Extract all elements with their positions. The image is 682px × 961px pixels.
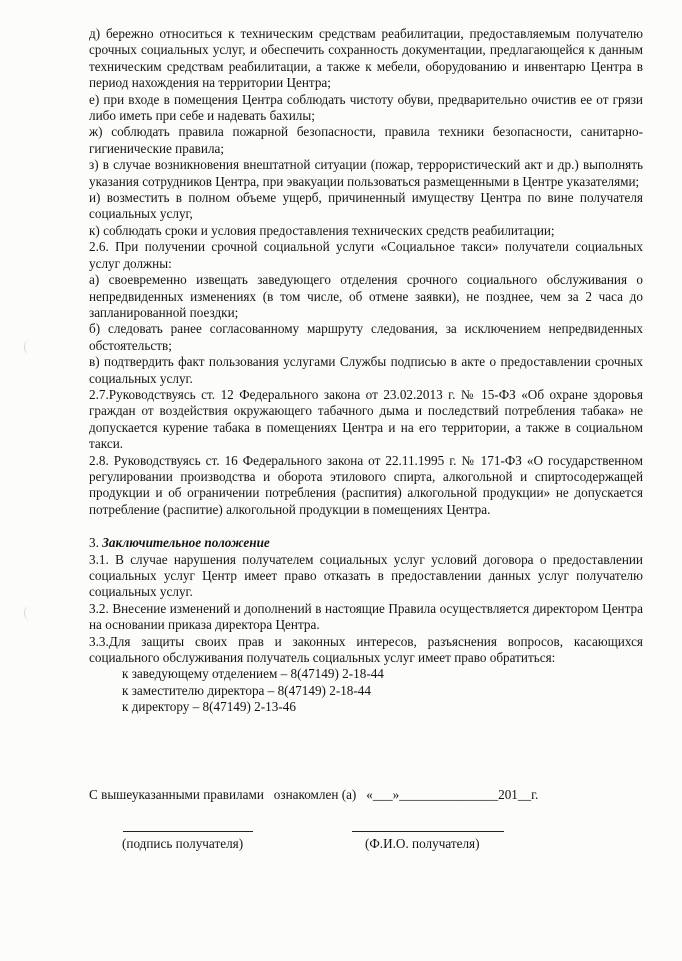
paragraph-a: а) своевременно извещать заведующего отделения срочного социального обслуживания о непредвиденных изменениях (в том числе, об отмене заявки), не позднее, чем за 2 часа до запланированной поездки; [89,272,643,320]
punch-hole-mark [24,340,34,354]
paragraph-k: к) соблюдать сроки и условия предоставления технических средств реабилитации; [89,222,555,238]
section-3-heading [89,535,643,551]
paragraph-e: е) при входе в помещения Центра соблюдать чистоту обуви, предварительно очистив ее от грязи либо иметь при себе и надевать бахилы; [89,91,643,124]
paragraph-z: з) в случае возникновения внештатной ситуации (пожар, террористический акт и др.) выполнять указания сотрудников Центра, при эвакуации пользоваться размещенными в Центре указателями; [89,157,643,189]
acknowledgement-line: С вышеуказанными правилами ознакомлен (а) «___»_______________201__г. [89,787,539,802]
name-line [352,831,504,832]
contact-list [89,666,643,715]
paragraph-d: д) бережно относиться к техническим средствам реабилитации, предоставляемым получателю срочных социальных услуг, и обеспечить сохранность документации, предлагающейся к данным техническим средствам реабилитации, а также к мебели, оборудованию и инвентарю Центра в период нахождения на территории Центра; [89,26,643,91]
paragraph-v: в) подтвердить факт пользования услугами Службы подписью в акте о предоставлении срочных социальных услуг. [89,354,643,386]
clause-3-2: 3.2. Внесение изменений и дополнений в настоящие Правила осуществляется директором Центра на основании приказа директора Центра. [89,600,643,633]
clause-3-3: 3.3.Для защиты своих прав и законных интересов, разъяснения вопросов, касающихся социального обслуживания получатель социальных услуг имеет право обратиться: [89,633,643,666]
signature-line [123,831,253,832]
document-body [89,26,643,716]
clause-3-1: 3.1. В случае нарушения получателем социальных услуг условий договора о предоставлении социальных услуг Центр имеет право отказать в предоставлении данных услуг получателю социальных услуг. [89,551,643,600]
name-label: (Ф.И.О. получателя) [365,836,480,851]
paragraph-b: б) следовать ранее согласованному маршруту следования, за исключением непредвиденных обстоятельств; [89,321,643,353]
contact-item: к заместителю директора – 8(47149) 2-18-44 [122,682,371,698]
punch-hole-mark [24,606,34,620]
paragraph-i: и) возместить в полном объеме ущерб, причиненный имуществу Центра по вине получателя социальных услуг, [89,190,643,222]
contact-item: к директору – 8(47149) 2-13-46 [122,699,296,715]
clause-2-6: 2.6. При получении срочной социальной услуги «Социальное такси» получатели социальных услуг должны: [89,239,643,271]
paragraph-zh: ж) соблюдать правила пожарной безопасности, правила техники безопасности, санитарно-гигиенические правила; [89,124,643,156]
section-number: 3. [89,535,99,551]
clause-2-7: 2.7.Руководствуясь ст. 12 Федерального закона от 23.02.2013 г. № 15-ФЗ «Об охране здоровья граждан от воздействия окружающего табачного дыма и последствий потребления табака» не допускается курение табака в помещениях Центра и на его территории, а также в социальном такси. [89,386,643,452]
section-title: Заключительное положение [102,535,270,551]
signature-label: (подпись получателя) [122,836,244,851]
clause-2-8: 2.8. Руководствуясь ст. 16 Федерального закона от 22.11.1995 г. № 171-ФЗ «О государственном регулировании производства и оборота этилового спирта, алкогольной и спиртосодержащей продукции и об ограничении потребления (распития) алкогольной продукции» не допускается потребление (распитие) алкогольной продукции в помещениях Центра. [89,452,643,517]
contact-item: к заведующему отделением – 8(47149) 2-18-44 [122,666,384,682]
